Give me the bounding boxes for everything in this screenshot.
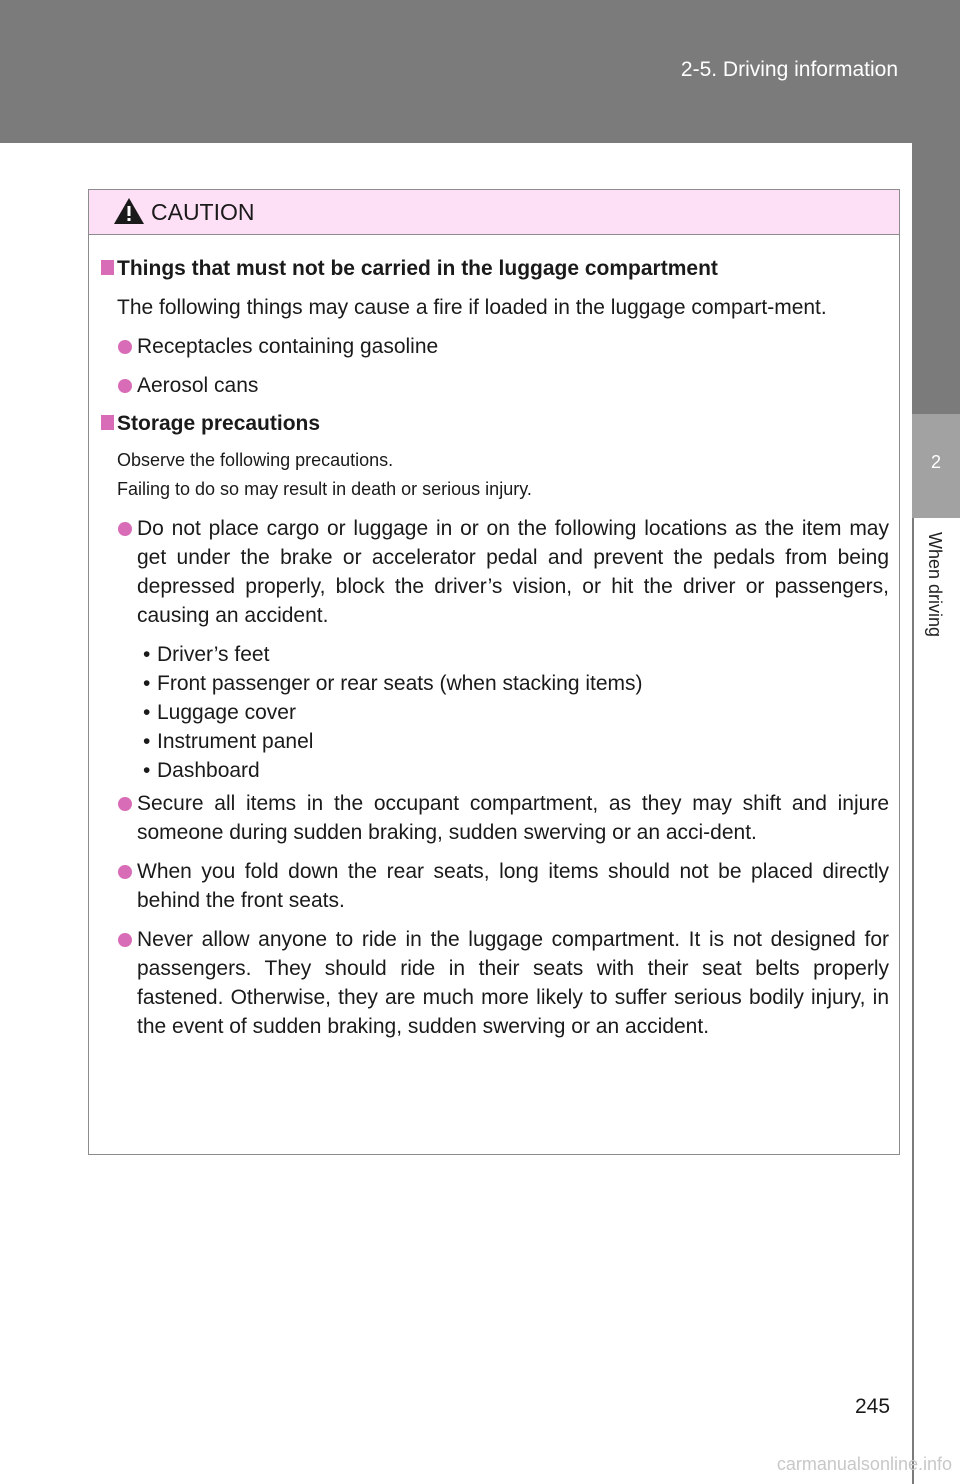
square-bullet-icon <box>101 415 114 430</box>
sub-list-item: • Front passenger or rear seats (when stacking items) <box>143 672 643 695</box>
sub-list-item: • Instrument panel <box>143 730 314 753</box>
sub-list-item: • Luggage cover <box>143 701 296 724</box>
caution-box <box>88 189 900 1155</box>
list-item <box>103 332 889 361</box>
section-title-header: 2-5. Driving information <box>680 58 898 81</box>
section-heading-luggage <box>103 255 889 283</box>
list-item <box>103 371 889 400</box>
note-line: Observe the following precautions. <box>117 450 394 470</box>
list-item-text: Receptacles containing gasoline <box>137 335 439 358</box>
round-bullet-icon <box>118 933 132 947</box>
section-heading-text: Things that must not be carried in the luggage compartment <box>117 257 718 280</box>
sub-list-item: • Dashboard <box>143 759 260 782</box>
square-bullet-icon <box>101 260 114 275</box>
caution-header <box>89 190 899 235</box>
caution-label: CAUTION <box>151 199 255 225</box>
list-item-text: Aerosol cans <box>137 374 259 397</box>
round-bullet-icon <box>118 340 132 354</box>
round-bullet-icon <box>118 379 132 393</box>
list-item <box>103 514 889 630</box>
round-bullet-icon <box>118 522 132 536</box>
list-item-text: Never allow anyone to ride in the luggage compartment. It is not designed for passengers. They should ride in their seats with their seat belts properly fastened. Otherwise, they are much more likely to suffer serious bodily injury, in the event of sudden braking, sudden swerving or an accident. <box>137 928 889 1038</box>
sub-list-item-text: Luggage cover <box>157 701 296 724</box>
note-line: Failing to do so may result in death or serious injury. <box>117 479 532 499</box>
list-item-text: When you fold down the rear seats, long items should not be placed directly behind the front seats. <box>137 860 889 912</box>
side-tab-chapter-number: 2 <box>912 414 960 518</box>
sub-list <box>103 640 889 785</box>
sub-list-item-text: Instrument panel <box>157 730 314 753</box>
list-item-text: Do not place cargo or luggage in or on the following locations as the item may get under the brake or accelerator pedal and prevent the pedals from being depressed properly, block the driver’s vision, or hit the driver or passengers, causing an accident. <box>137 517 889 627</box>
sub-list-item-text: Front passenger or rear seats (when stacking items) <box>157 672 643 695</box>
chapter-label-text: When driving <box>925 532 945 638</box>
section-heading-text: Storage precautions <box>117 412 321 435</box>
section-intro: The following things may cause a fire if loaded in the luggage compart-ment. <box>117 296 827 319</box>
page-number: 245 <box>855 1395 891 1418</box>
list-item <box>103 789 889 847</box>
side-tab-chapter-label <box>912 518 960 1484</box>
round-bullet-icon <box>118 797 132 811</box>
list-item-text: Secure all items in the occupant compartment, as they may shift and injure someone during sudden braking, sudden swerving or an acci-dent. <box>137 792 889 844</box>
section-heading-storage <box>103 410 889 438</box>
caution-body <box>89 235 899 1041</box>
side-tab-top <box>912 143 960 414</box>
list-item <box>103 925 889 1041</box>
watermark: carmanualsonline.info <box>776 1454 952 1474</box>
page-header <box>0 0 960 143</box>
sub-list-item-text: Driver’s feet <box>157 643 270 666</box>
sub-list-item: • Driver’s feet <box>143 643 270 666</box>
sub-list-item-text: Dashboard <box>157 759 260 782</box>
round-bullet-icon <box>118 865 132 879</box>
list-item <box>103 857 889 915</box>
warning-triangle-icon <box>113 197 145 225</box>
